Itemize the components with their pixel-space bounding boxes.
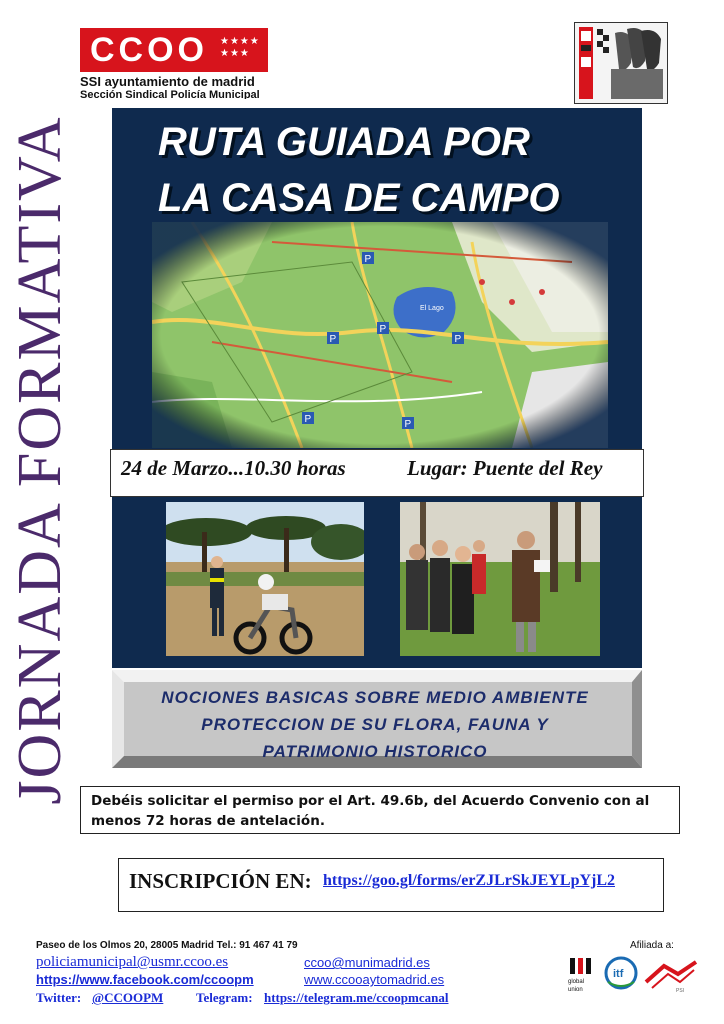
ccoo-logo bbox=[80, 28, 268, 98]
footer-website-link[interactable]: www.ccooaytomadrid.es bbox=[304, 972, 445, 987]
footer-email-policia[interactable]: policiamunicipal@usmr.ccoo.es bbox=[36, 954, 229, 970]
signup-box bbox=[118, 858, 664, 912]
topics-line-3: PATRIMONIO HISTORICO bbox=[262, 742, 488, 761]
footer-affiliated-label: Afiliada a: bbox=[630, 940, 674, 951]
event-info-box bbox=[110, 449, 644, 497]
topics-line-1: NOCIONES BASICAS SOBRE MEDIO AMBIENTE bbox=[161, 688, 589, 707]
park-map-image bbox=[152, 222, 608, 448]
union-section: Sección Sindical Policía Municipal bbox=[80, 89, 260, 99]
footer-email-ccoo[interactable]: ccoo@munimadrid.es bbox=[304, 955, 430, 970]
psi-logo bbox=[644, 960, 700, 994]
footer-address: Paseo de los Olmos 20, 28005 Madrid Tel.: 91 467 41 79 bbox=[36, 940, 298, 951]
signup-label: INSCRIPCIÓN EN: bbox=[129, 869, 312, 893]
permit-notice: Debéis solicitar el permiso por el Art. 49.6b, del Acuerdo Convenio con al menos 72 horas de antelación. bbox=[80, 786, 680, 834]
police-motorcycle-photo bbox=[166, 502, 364, 656]
footer-telegram-link[interactable]: https://telegram.me/ccoopmcanal bbox=[264, 990, 449, 1005]
police-badge-logo bbox=[574, 22, 668, 104]
poster-title bbox=[158, 114, 628, 226]
svg-text:union: union bbox=[568, 987, 583, 993]
union-name: SSI ayuntamiento de madrid bbox=[80, 74, 255, 89]
svg-text:itf: itf bbox=[613, 968, 624, 980]
signup-form-link[interactable]: https://goo.gl/forms/erZJLrSkJEYLpYjL2 bbox=[323, 872, 616, 889]
uni-global-union-logo bbox=[568, 956, 594, 996]
footer-telegram-label: Telegram: bbox=[196, 990, 253, 1005]
topics-line-2: PROTECCION DE SU FLORA, FAUNA Y bbox=[201, 715, 549, 734]
event-place: Lugar: Puente del Rey bbox=[407, 456, 603, 480]
footer-twitter-label: Twitter: bbox=[36, 990, 82, 1005]
poster-title-line-2: LA CASA DE CAMPO bbox=[158, 176, 560, 220]
footer-facebook-link[interactable]: https://www.facebook.com/ccoopm bbox=[36, 972, 254, 987]
footer-twitter-link[interactable]: @CCOOPM bbox=[92, 990, 164, 1005]
madrid-stars-icon: ★★★★ ★★★ bbox=[220, 36, 260, 59]
topics-text bbox=[120, 684, 630, 765]
poster-title-line-1: RUTA GUIADA POR bbox=[158, 120, 530, 164]
svg-text:PSI: PSI bbox=[676, 988, 685, 994]
ccoo-logo-text: CCOO bbox=[90, 31, 208, 69]
itf-logo bbox=[604, 956, 638, 990]
event-date: 24 de Marzo...10.30 horas bbox=[121, 456, 346, 480]
vertical-title: JORNADA FORMATIVA bbox=[6, 115, 74, 805]
group-tour-photo bbox=[400, 502, 600, 656]
svg-text:global: global bbox=[568, 979, 585, 985]
